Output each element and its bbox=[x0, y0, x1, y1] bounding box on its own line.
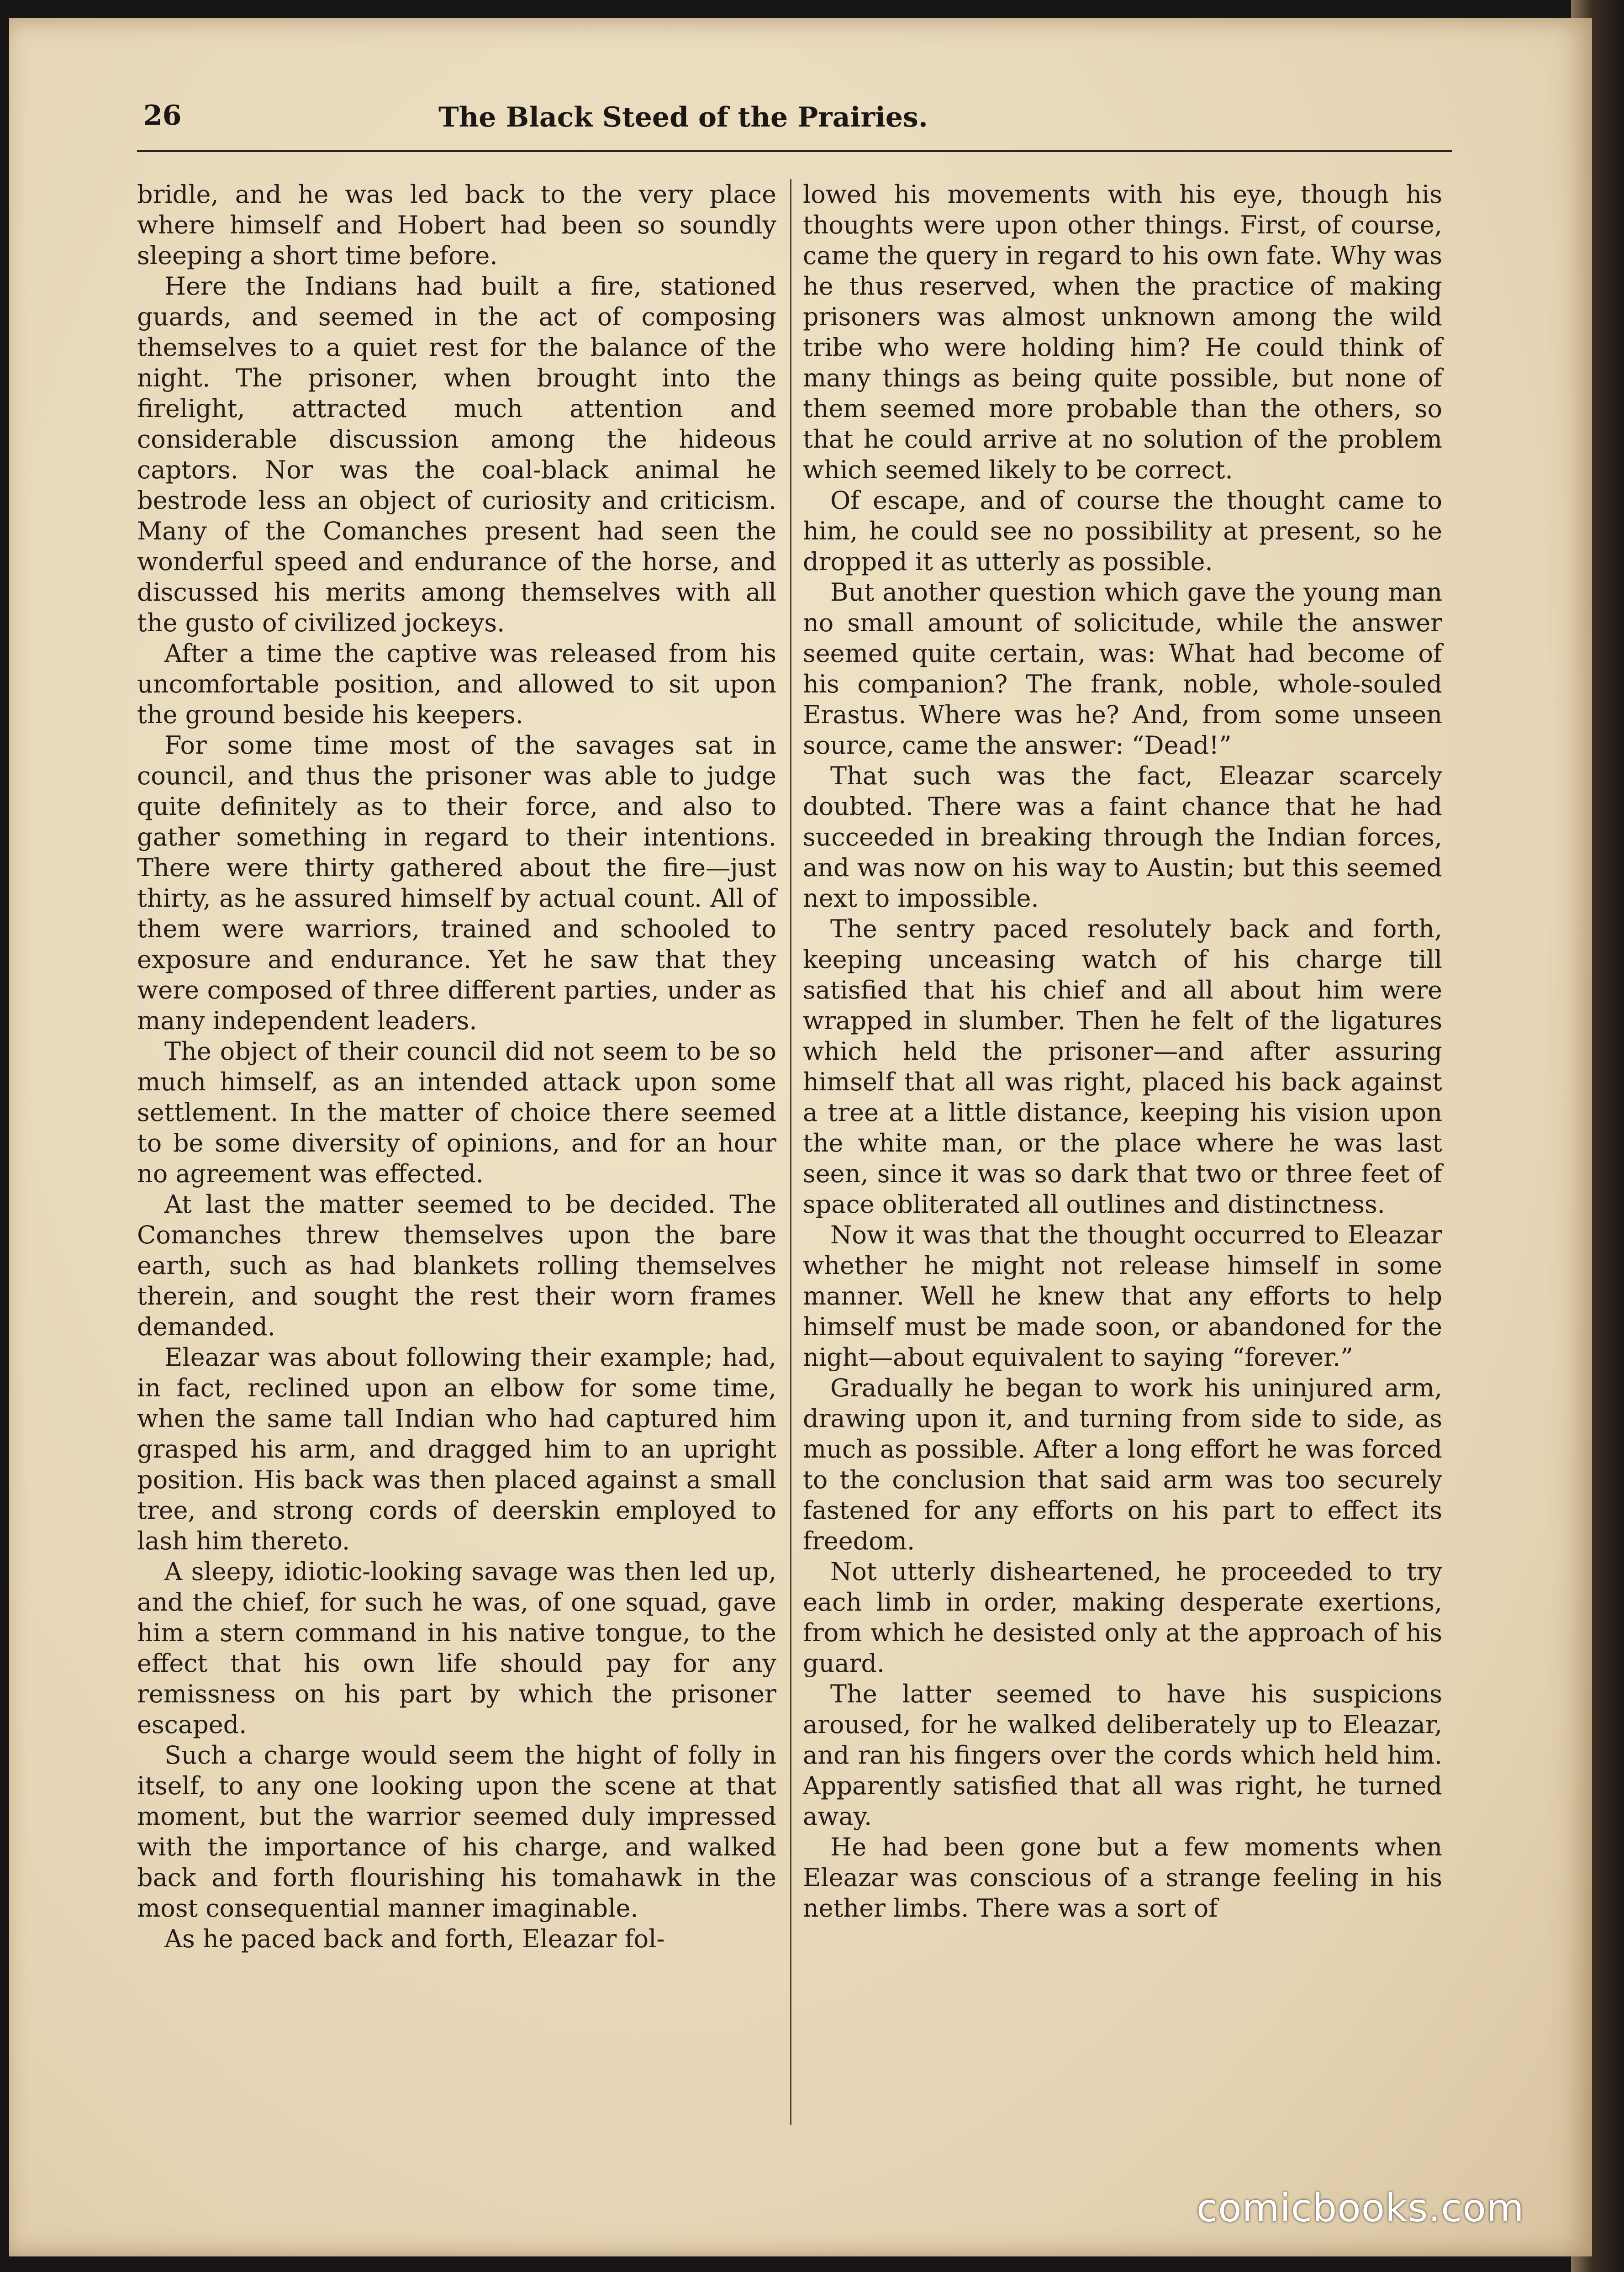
page-number: 26 bbox=[143, 100, 182, 132]
paragraph: Now it was that the thought occurred to Eleazar whether he might not release himself in some manner. Well he knew that any efforts to help himself must be made soon, or abandoned for the night—about equivalent to saying “forever.” bbox=[803, 1221, 1442, 1372]
paragraph: But another question which gave the young man no small amount of solicitude, while the answer seemed quite certain, was: What had become of his companion? The frank, noble, whole-souled Erastus. Where was he? And, from some unseen source, came the answer: “Dead!” bbox=[803, 578, 1442, 760]
paragraph: The object of their council did not seem to be so much himself, as an intended attack upon some settlement. In the matter of choice there seemed to be some diversity of opinions, and for an hour no agreement was effected. bbox=[137, 1037, 776, 1188]
paragraph: The latter seemed to have his suspicions aroused, for he walked deliberately up to Eleazar, and ran his fingers over the cords which held him. Apparently satisfied that all was right, he turned away. bbox=[803, 1680, 1442, 1831]
paragraph: That such was the fact, Eleazar scarcely doubted. There was a faint chance that he had succeeded in breaking through the Indian forces, and was now on his way to Austin; but this seemed next to impossible. bbox=[803, 761, 1442, 913]
paragraph: For some time most of the savages sat in council, and thus the prisoner was able to judge quite definitely as to their force, and also to gather something in regard to their intentions. There were thirty gathered about the fire—just thirty, as he assured himself by actual count. All of them were warriors, trained and schooled to exposure and endurance. Yet he saw that they were composed of three different parties, under as many independent leaders. bbox=[137, 731, 776, 1035]
paragraph: bridle, and he was led back to the very place where himself and Hobert had been so soundly sleeping a short time before. bbox=[137, 180, 776, 270]
running-title: The Black Steed of the Prairies. bbox=[438, 101, 928, 133]
paragraph: He had been gone but a few moments when Eleazar was conscious of a strange feeling in his nether limbs. There was a sort of bbox=[803, 1833, 1442, 1923]
page-header bbox=[137, 91, 1452, 155]
column-divider bbox=[790, 179, 791, 2125]
paragraph: lowed his movements with his eye, though his thoughts were upon other things. First, of course, came the query in regard to his own fate. Why was he thus reserved, when the practice of making prisoners was almost unknown among the wild tribe who were holding him? He could think of many things as being quite possible, but none of them seemed more probable than the others, so that he could arrive at no solution of the problem which seemed likely to be correct. bbox=[803, 180, 1442, 484]
right-column bbox=[803, 179, 1442, 1923]
header-rule bbox=[137, 150, 1452, 152]
paragraph: Of escape, and of course the thought came to him, he could see no possibility at present, so he dropped it as utterly as possible. bbox=[803, 486, 1442, 576]
paragraph: A sleepy, idiotic-looking savage was then led up, and the chief, for such he was, of one squad, gave him a stern command in his native tongue, to the effect that his own life should pay for any remissness on his part by which the prisoner escaped. bbox=[137, 1557, 776, 1739]
paragraph: Eleazar was about following their example; had, in fact, reclined upon an elbow for some time, when the same tall Indian who had captured him grasped his arm, and dragged him to an upright position. His back was then placed against a small tree, and strong cords of deerskin employed to lash him thereto. bbox=[137, 1343, 776, 1555]
paragraph: After a time the captive was released from his uncomfortable position, and allowed to sit upon the ground beside his keepers. bbox=[137, 639, 776, 729]
paragraph: At last the matter seemed to be decided. The Comanches threw themselves upon the bare earth, such as had blankets rolling themselves therein, and sought the rest their worn frames demanded. bbox=[137, 1190, 776, 1341]
paragraph: As he paced back and forth, Eleazar fol- bbox=[164, 1924, 665, 1953]
paragraph: Here the Indians had built a fire, stationed guards, and seemed in the act of composing themselves to a quiet rest for the balance of the night. The prisoner, when brought into the firelight, attracted much attention and considerable discussion among the hideous captors. Nor was the coal-black animal he bestrode less an object of curiosity and criticism. Many of the Comanches present had seen the wonderful speed and endurance of the horse, and discussed his merits among themselves with all the gusto of civilized jockeys. bbox=[137, 272, 776, 637]
paragraph: Not utterly disheartened, he proceeded to try each limb in order, making desperate exertions, from which he desisted only at the approach of his guard. bbox=[803, 1557, 1442, 1678]
paragraph: The sentry paced resolutely back and forth, keeping unceasing watch of his charge till satisfied that his chief and all about him were wrapped in slumber. Then he felt of the ligatures which held the prisoner—and after assuring himself that all was right, placed his back against a tree at a little distance, keeping his vision upon the white man, or the place where he was last seen, since it was so dark that two or three feet of space obliterated all outlines and distinctness. bbox=[803, 914, 1442, 1219]
left-column bbox=[137, 179, 776, 1954]
watermark: comicbooks.com bbox=[1197, 2186, 1524, 2230]
paragraph: Gradually he began to work his uninjured arm, drawing upon it, and turning from side to side, as much as possible. After a long effort he was forced to the conclusion that said arm was too securely fastened for any efforts on his part to effect its freedom. bbox=[803, 1374, 1442, 1555]
paragraph: Such a charge would seem the hight of folly in itself, to any one looking upon the scene at that moment, but the warrior seemed duly impressed with the importance of his charge, and walked back and forth flourishing his tomahawk in the most consequential manner imaginable. bbox=[137, 1741, 776, 1923]
